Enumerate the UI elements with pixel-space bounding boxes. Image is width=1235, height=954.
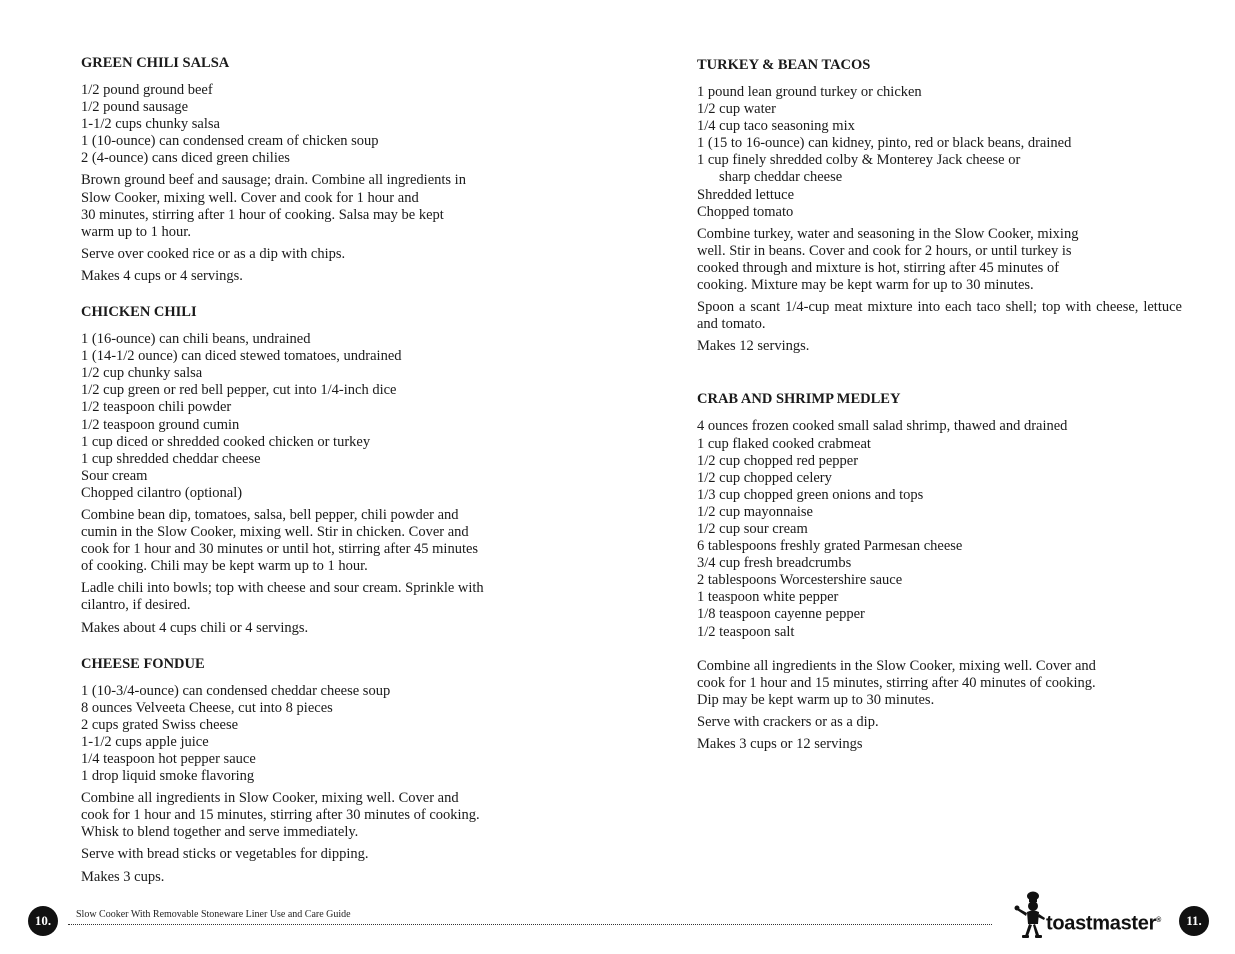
brand-wordmark: toastmaster [1046,913,1157,935]
ingredient-item: 1/4 teaspoon hot pepper sauce [81,751,256,767]
recipe-yield: Makes 3 cups. [81,868,165,885]
ingredient-item: 1/2 pound ground beef [81,82,213,98]
left-page-column [81,54,571,891]
ingredient-item: 1 (16-ounce) can chili beans, undrained [81,331,311,348]
ingredient-item: 1 teaspoon white pepper [697,589,839,606]
ingredient-item: 1 (10-3/4-ounce) can condensed cheddar cheese soup [81,682,391,699]
recipe-turkey-bean-tacos [697,56,1182,355]
ingredient-item: 1/3 cup chopped green onions and tops [697,486,924,503]
ingredient-item: 6 tablespoons freshly grated Parmesan cheese [697,538,963,555]
ingredient-item: 1/2 cup water [697,101,776,118]
recipe-title: CRAB AND SHRIMP MEDLEY [697,391,901,408]
ingredient-item: 1/2 teaspoon salt [697,623,795,640]
guide-title: Slow Cooker With Removable Stoneware Liner Use and Care Guide [76,909,351,920]
ingredient-item: 3/4 cup fresh breadcrumbs [697,555,852,572]
recipe-title: TURKEY & BEAN TACOS [697,57,871,73]
toastmaster-logo [1012,890,1161,940]
recipe-step: Serve with crackers or as a dip. [697,713,879,730]
ingredient-item: 1/2 cup mayonnaise [697,503,813,520]
registered-mark: ® [1156,917,1161,925]
ingredient-item: Shredded lettuce [697,186,795,203]
recipe-title: CHEESE FONDUE [81,655,205,672]
ingredient-list [697,418,1182,640]
ingredient-item: 1/2 cup sour cream [697,520,808,537]
ingredient-item: 2 cups grated Swiss cheese [81,716,239,733]
ingredient-item: 1/2 cup chunky salsa [81,365,203,382]
ingredient-item: 1-1/2 cups chunky salsa [81,116,220,133]
recipe-title: GREEN CHILI SALSA [81,55,230,71]
ingredient-item: 1 drop liquid smoke flavoring [81,768,255,785]
recipe-yield: Makes about 4 cups chili or 4 servings. [81,619,309,636]
ingredient-item: 1/2 pound sausage [81,99,189,116]
recipe-step: Combine all ingredients in Slow Cooker, mixing well. Cover and cook for 1 hour and 15 minutes, stirring after 30 minutes of cooking. Whisk to blend together and serve immediately. [81,790,480,841]
recipe-green-chili-salsa [81,54,571,285]
ingredient-list [81,82,571,167]
ingredient-item: 1 (15 to 16-ounce) can kidney, pinto, red or black beans, drained [697,135,1072,152]
recipe-chicken-chili [81,303,571,637]
ingredient-item: 1 (14-1/2 ounce) can diced stewed tomatoes, undrained [81,348,402,365]
ingredient-item: 1 cup shredded cheddar cheese [81,450,261,467]
ingredient-list [81,683,571,786]
recipe-crab-shrimp-medley [697,390,1182,753]
ingredient-list [81,331,571,502]
section-spacer [81,642,571,655]
page-number-left: 10. [28,906,58,936]
ingredient-item-continued: sharp cheddar cheese [719,169,843,186]
ingredient-item: 1/2 cup chopped celery [697,469,832,486]
recipe-step: Spoon a scant 1/4-cup meat mixture into each taco shell; top with cheese, lettuce and tomato. [697,299,1182,333]
ingredient-item: Chopped tomato [697,203,794,220]
recipe-step: Serve over cooked rice or as a dip with chips. [81,245,346,262]
ingredient-item: 1/8 teaspoon cayenne pepper [697,606,865,623]
chef-mascot-icon [1012,890,1048,940]
right-page-column [697,54,1182,758]
ingredient-item: 1 pound lean ground turkey or chicken [697,84,922,100]
ingredient-item: 8 ounces Velveeta Cheese, cut into 8 pieces [81,699,333,716]
ingredient-item: 1/2 teaspoon chili powder [81,399,232,416]
ingredient-item: 1 cup finely shredded colby & Monterey Jack cheese or [697,152,1021,169]
ingredient-item: 1 (10-ounce) can condensed cream of chicken soup [81,133,379,150]
ingredient-item: 1-1/2 cups apple juice [81,733,209,750]
ingredient-list [697,84,1182,221]
ingredient-item: 2 tablespoons Worcestershire sauce [697,572,903,589]
recipe-yield: Makes 4 cups or 4 servings. [81,267,243,284]
section-spacer [697,360,1182,390]
ingredient-item: 1 cup flaked cooked crabmeat [697,435,871,452]
recipe-step: Brown ground beef and sausage; drain. Combine all ingredients in Slow Cooker, mixing well. Cover and cook for 1 hour and 30 minutes, stirring after 1 hour of cooking. Salsa may be kept warm up to 1 hour. [81,172,466,240]
ingredient-item: 2 (4-ounce) cans diced green chilies [81,150,290,167]
recipe-yield: Makes 3 cups or 12 servings [697,736,863,752]
footer-dotted-rule [68,924,992,925]
page-number-right: 11. [1179,906,1209,936]
recipe-step: Serve with bread sticks or vegetables for dipping. [81,846,369,863]
ingredient-item: 1/2 cup green or red bell pepper, cut into 1/4-inch dice [81,382,397,399]
recipe-step: Ladle chili into bowls; top with cheese and sour cream. Sprinkle with cilantro, if desired. [81,580,484,614]
ingredient-item: 1/2 cup chopped red pepper [697,452,859,469]
ingredient-item: 1/2 teaspoon ground cumin [81,416,240,433]
ingredient-item: 1/4 cup taco seasoning mix [697,118,855,135]
ingredient-item: Chopped cilantro (optional) [81,484,243,501]
recipe-step: Combine all ingredients in the Slow Cooker, mixing well. Cover and cook for 1 hour and 15 minutes, stirring after 40 minutes of cooking. Dip may be kept warm up to 30 minutes. [697,657,1096,708]
recipe-yield: Makes 12 servings. [697,338,810,355]
ingredient-item: Sour cream [81,467,148,484]
recipe-title: CHICKEN CHILI [81,304,197,321]
recipe-step: Combine turkey, water and seasoning in the Slow Cooker, mixing well. Stir in beans. Cover and cook for 2 hours, or until turkey is cooked through and mixture is hot, stirring after 45 minutes of cooking. Mixture may be kept warm for up to 30 minutes. [697,225,1079,294]
recipe-cheese-fondue [81,655,571,886]
recipe-step: Combine bean dip, tomatoes, salsa, bell pepper, chili powder and cumin in the Slow Cooker, mixing well. Stir in chicken. Cover and cook for 1 hour and 30 minutes or until hot, stirring after 45 minutes of cooking. Chili may be kept warm up to 1 hour. [81,506,479,575]
section-spacer [81,290,571,303]
ingredient-item: 1 cup diced or shredded cooked chicken or turkey [81,433,371,450]
ingredient-item: 4 ounces frozen cooked small salad shrimp, thawed and drained [697,418,1068,435]
